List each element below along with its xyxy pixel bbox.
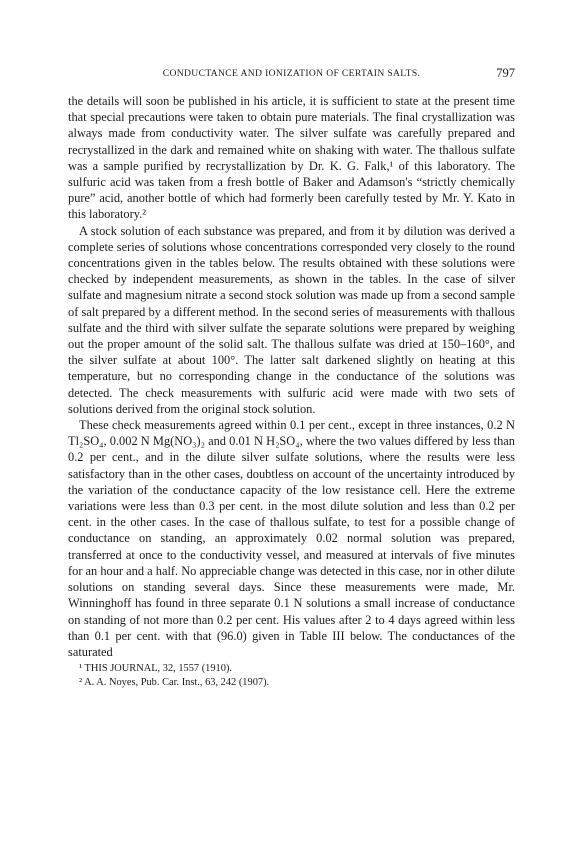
body-text bbox=[68, 93, 515, 689]
paragraph: the details will soon be published in his article, it is sufficient to state at the present time that special precautions were taken to obtain pure materials. The final crystallization was always made from conductivity water. The silver sulfate was carefully prepared and recrystallized in the dark and remained white on shaking with water. The thallous sulfate was a sample purified by recrystallization by Dr. K. G. Falk,¹ of this laboratory. The sulfuric acid was taken from a fresh bottle of Baker and Adamson's “strictly chemically pure” acid, another bottle of which had formerly been carefully tested by Mr. Y. Kato in this laboratory.² bbox=[68, 94, 515, 222]
page-number: 797 bbox=[496, 66, 515, 80]
footnote: ² A. A. Noyes, Pub. Car. Inst., 63, 242 (1907). bbox=[79, 676, 270, 688]
paragraph: A stock solution of each substance was prepared, and from it by dilution was derived a complete series of solutions whose concentrations corresponded very closely to the round concentrations given in the tables below. The results obtained with these solutions were checked by independent measurements, as shown in the tables. In the case of silver sulfate and magnesium nitrate a second stock solution was made up from a second sample of salt prepared by a different method. In the second series of measurements with thallous sulfate and the third with silver sulfate the separate solutions were prepared by weighing out the proper amount of the solid salt. The thallous sulfate was dried at 150–160°, and the silver sulfate at about 100°. The latter salt darkened slightly on heating at this temperature, but no corresponding change in the conductance of the solutions was detected. The check measurements with sulfuric acid were made with two sets of solutions derived from the original stock solution. bbox=[68, 223, 515, 416]
page-header bbox=[68, 66, 515, 82]
paragraph: These check measurements agreed within 0.1 per cent., except in three instances, 0.2 N Tl₂SO₄, 0.002 N Mg(NO₃)₂ and 0.01 N H₂SO₄, where the two values differed by less than 0.2 per cent., and in the dilute silver sulfate solutions, where the results were less satisfactory than in the other cases, doubtless on account of the uncertainty introduced by the variation of the conductance capacity of the low resistance cell. Here the extreme variations were less than 0.3 per cent. in the most dilute solution and less than 0.2 per cent. in the other cases. In the case of thallous sulfate, to test for a possible change of conductance on standing, an approximately 0.02 normal solution was prepared, transferred at once to the conductivity vessel, and measured at intervals of five minutes for an hour and a half. No appreciable change was detected in this case, nor in other dilute solutions on standing several days. Since these measurements were made, Mr. Winninghoff has found in three separate 0.1 N solutions a small increase of conductance on standing of not more than 0.2 per cent. His values after 2 to 4 days agreed within less than 0.1 per cent. with that (96.0) given in Table III below. The conductances of the saturated bbox=[68, 418, 515, 659]
running-title: CONDUCTANCE AND IONIZATION OF CERTAIN SALTS. bbox=[162, 68, 421, 79]
footnotes bbox=[68, 662, 515, 689]
footnote: ¹ THIS JOURNAL, 32, 1557 (1910). bbox=[79, 663, 233, 675]
